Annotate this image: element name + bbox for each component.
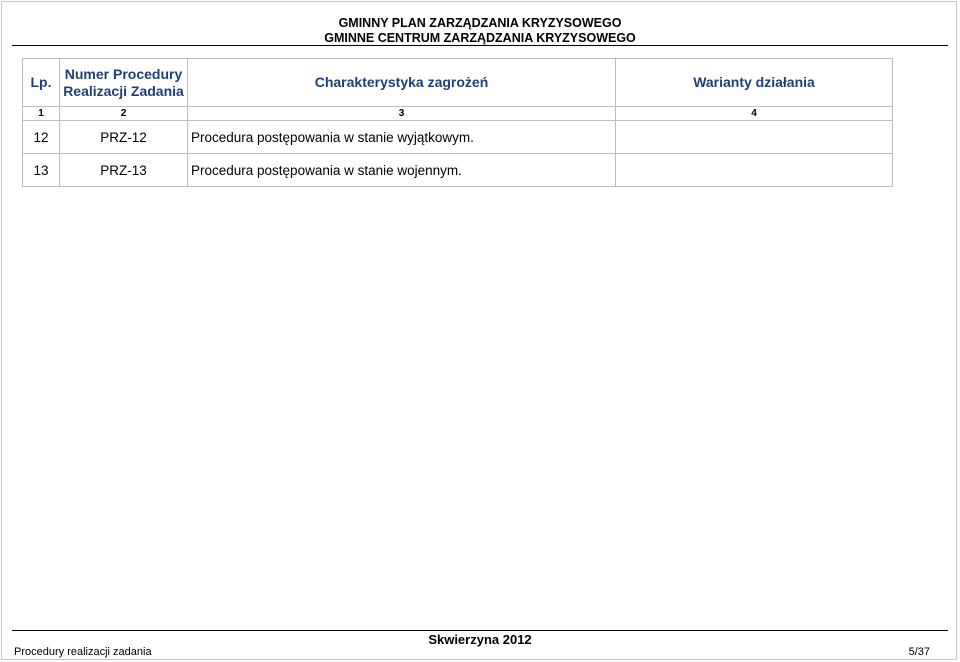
table-header-row	[23, 59, 893, 107]
header-title-centrum: GMINNE CENTRUM ZARZĄDZANIA KRYZYSOWEGO	[324, 31, 636, 45]
row-warianty	[616, 154, 893, 187]
header-title-plan: GMINNY PLAN ZARZĄDZANIA KRYZYSOWEGO	[338, 16, 622, 30]
column-number-3: 3	[188, 107, 616, 121]
column-number-row	[23, 107, 893, 121]
footer-location-year: Skwierzyna 2012	[428, 632, 532, 647]
header-rule	[12, 45, 948, 46]
header-numer-line2: Realizacji Zadania	[63, 82, 184, 99]
page-number: 5/37	[908, 646, 930, 658]
header-numer-procedury	[60, 59, 188, 107]
footer-section-title: Procedury realizacji zadania	[14, 646, 152, 658]
document-header	[0, 16, 960, 46]
table-row	[23, 121, 893, 154]
row-charakterystyka: Procedura postępowania w stanie wojennym.	[188, 154, 616, 187]
table-row	[23, 154, 893, 187]
procedures-table	[22, 58, 893, 187]
header-numer-line1: Numer Procedury	[64, 65, 183, 82]
header-lp: Lp.	[23, 59, 60, 107]
column-number-1: 1	[23, 107, 60, 121]
row-lp: 13	[23, 154, 60, 187]
row-numer: PRZ-13	[60, 154, 188, 187]
column-number-4: 4	[616, 107, 893, 121]
row-charakterystyka: Procedura postępowania w stanie wyjątkowym.	[188, 121, 616, 154]
header-warianty: Warianty działania	[616, 59, 893, 107]
footer-rule	[12, 630, 948, 631]
row-lp: 12	[23, 121, 60, 154]
column-number-2: 2	[60, 107, 188, 121]
row-numer: PRZ-12	[60, 121, 188, 154]
header-charakterystyka: Charakterystyka zagrożeń	[188, 59, 616, 107]
row-warianty	[616, 121, 893, 154]
